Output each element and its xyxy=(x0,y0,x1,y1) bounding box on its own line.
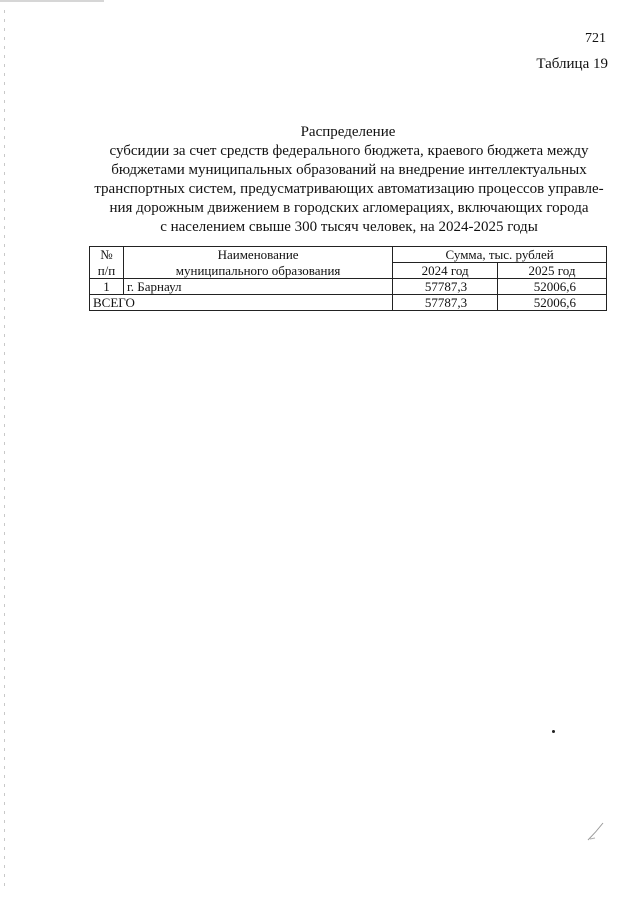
subtitle-line: с населением свыше 300 тысяч человек, на 2024-2025 годы xyxy=(160,219,538,235)
scan-edge-top xyxy=(0,0,104,2)
subtitle-line: бюджетами муниципальных образований на внедрение интеллектуальных xyxy=(111,162,587,178)
header-name-top: Наименование xyxy=(123,247,392,263)
row-num: 1 xyxy=(90,279,124,295)
document-title: Распределение xyxy=(300,124,396,140)
pen-stroke-mark xyxy=(586,820,606,842)
subtitle-line: субсидии за счет средств федерального бюджета, краевого бюджета между xyxy=(109,143,589,159)
header-year-2025: 2025 год xyxy=(498,263,607,279)
header-name-bottom: муниципального образования xyxy=(123,263,392,279)
table-header-row xyxy=(90,263,607,279)
header-sum: Сумма, тыс. рублей xyxy=(393,247,607,263)
subtitle-line: транспортных систем, предусматривающих автоматизацию процессов управле- xyxy=(94,181,604,197)
page-number: 721 xyxy=(585,31,606,46)
row-name: г. Барнаул xyxy=(123,279,392,295)
header-year-2024: 2024 год xyxy=(393,263,498,279)
document-subtitle xyxy=(88,142,610,237)
table-total-row xyxy=(90,295,607,311)
total-year-2025: 52006,6 xyxy=(498,295,607,311)
table-label: Таблица 19 xyxy=(536,56,608,72)
row-year-2024: 57787,3 xyxy=(393,279,498,295)
total-year-2024: 57787,3 xyxy=(393,295,498,311)
ink-dot xyxy=(552,730,555,733)
table-header-row xyxy=(90,247,607,263)
scan-edge-left xyxy=(4,10,5,890)
subtitle-line: ния дорожным движением в городских агломерациях, включающих города xyxy=(109,200,589,216)
table-row xyxy=(90,279,607,295)
row-year-2025: 52006,6 xyxy=(498,279,607,295)
header-num-bottom: п/п xyxy=(90,263,124,279)
header-num-top: № xyxy=(90,247,124,263)
distribution-table xyxy=(89,246,607,311)
total-label: ВСЕГО xyxy=(90,295,393,311)
